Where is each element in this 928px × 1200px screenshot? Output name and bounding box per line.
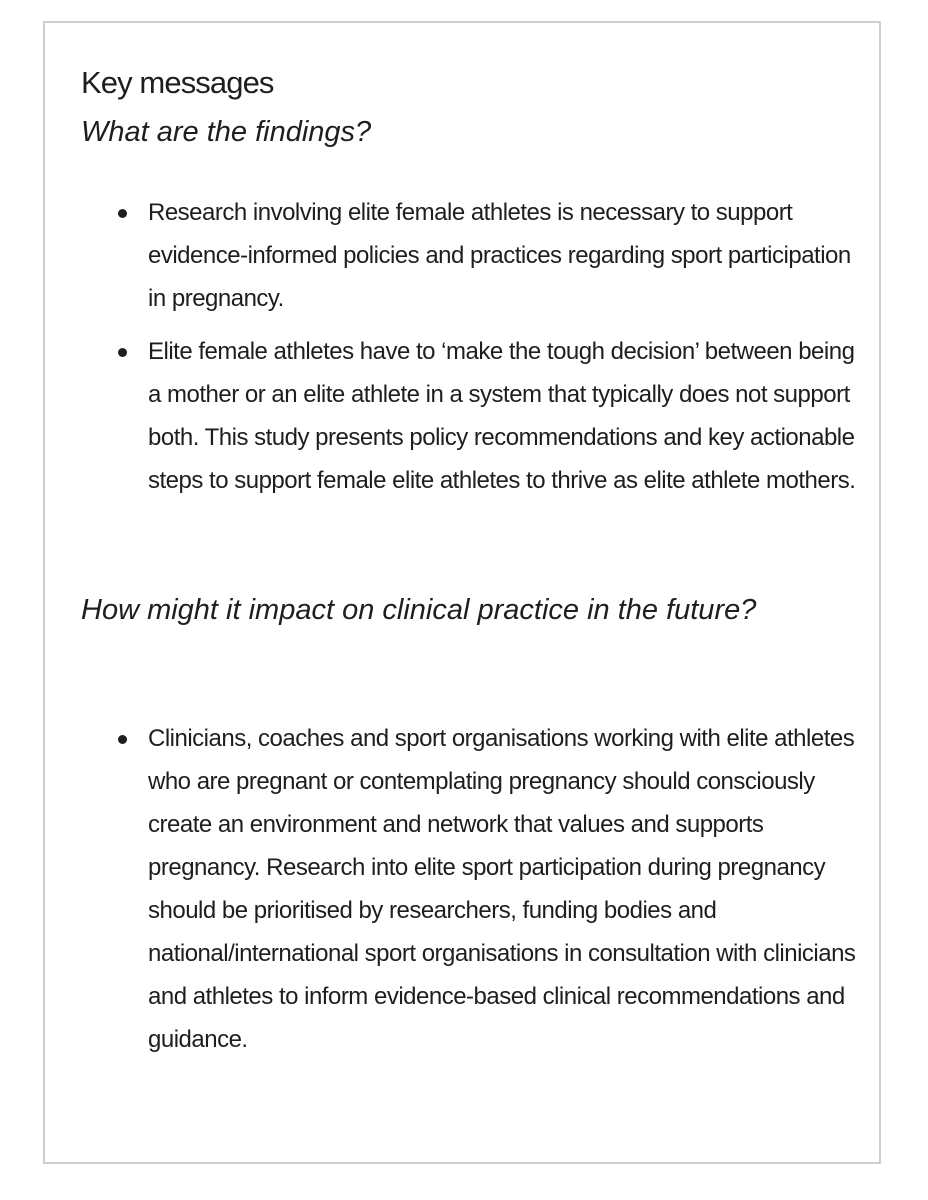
list-item [148,191,860,320]
bullet-icon [118,735,127,744]
list-item-text: Research involving elite female athletes is necessary to support evidence-informed policies and practices regarding sport participation in pregnancy. [148,199,851,312]
box-title: Key messages [81,65,274,100]
list-item [148,717,860,1061]
key-messages-box [43,21,881,1164]
list-item-text: Clinicians, coaches and sport organisations working with elite athletes who are pregnant or contemplating pregnancy should consciously create an environment and network that values and supports pregnancy. Research into elite sport participation during pregnancy should be prioritised by researchers, funding bodies and national/international sport organisations in consultation with clinicians and athletes to inform evidence-based clinical recommendations and guidance. [148,725,856,1053]
impact-list [148,717,860,1071]
bullet-icon [118,209,127,218]
list-item [148,330,860,502]
findings-list [148,191,860,512]
bullet-icon [118,348,127,357]
impact-heading: How might it impact on clinical practice in the future? [81,594,757,626]
findings-heading: What are the findings? [81,116,372,148]
list-item-text: Elite female athletes have to ‘make the tough decision’ between being a mother or an elite athlete in a system that typically does not support both. This study presents policy recommendations and key actionable steps to support female elite athletes to thrive as elite athlete mothers. [148,338,856,494]
